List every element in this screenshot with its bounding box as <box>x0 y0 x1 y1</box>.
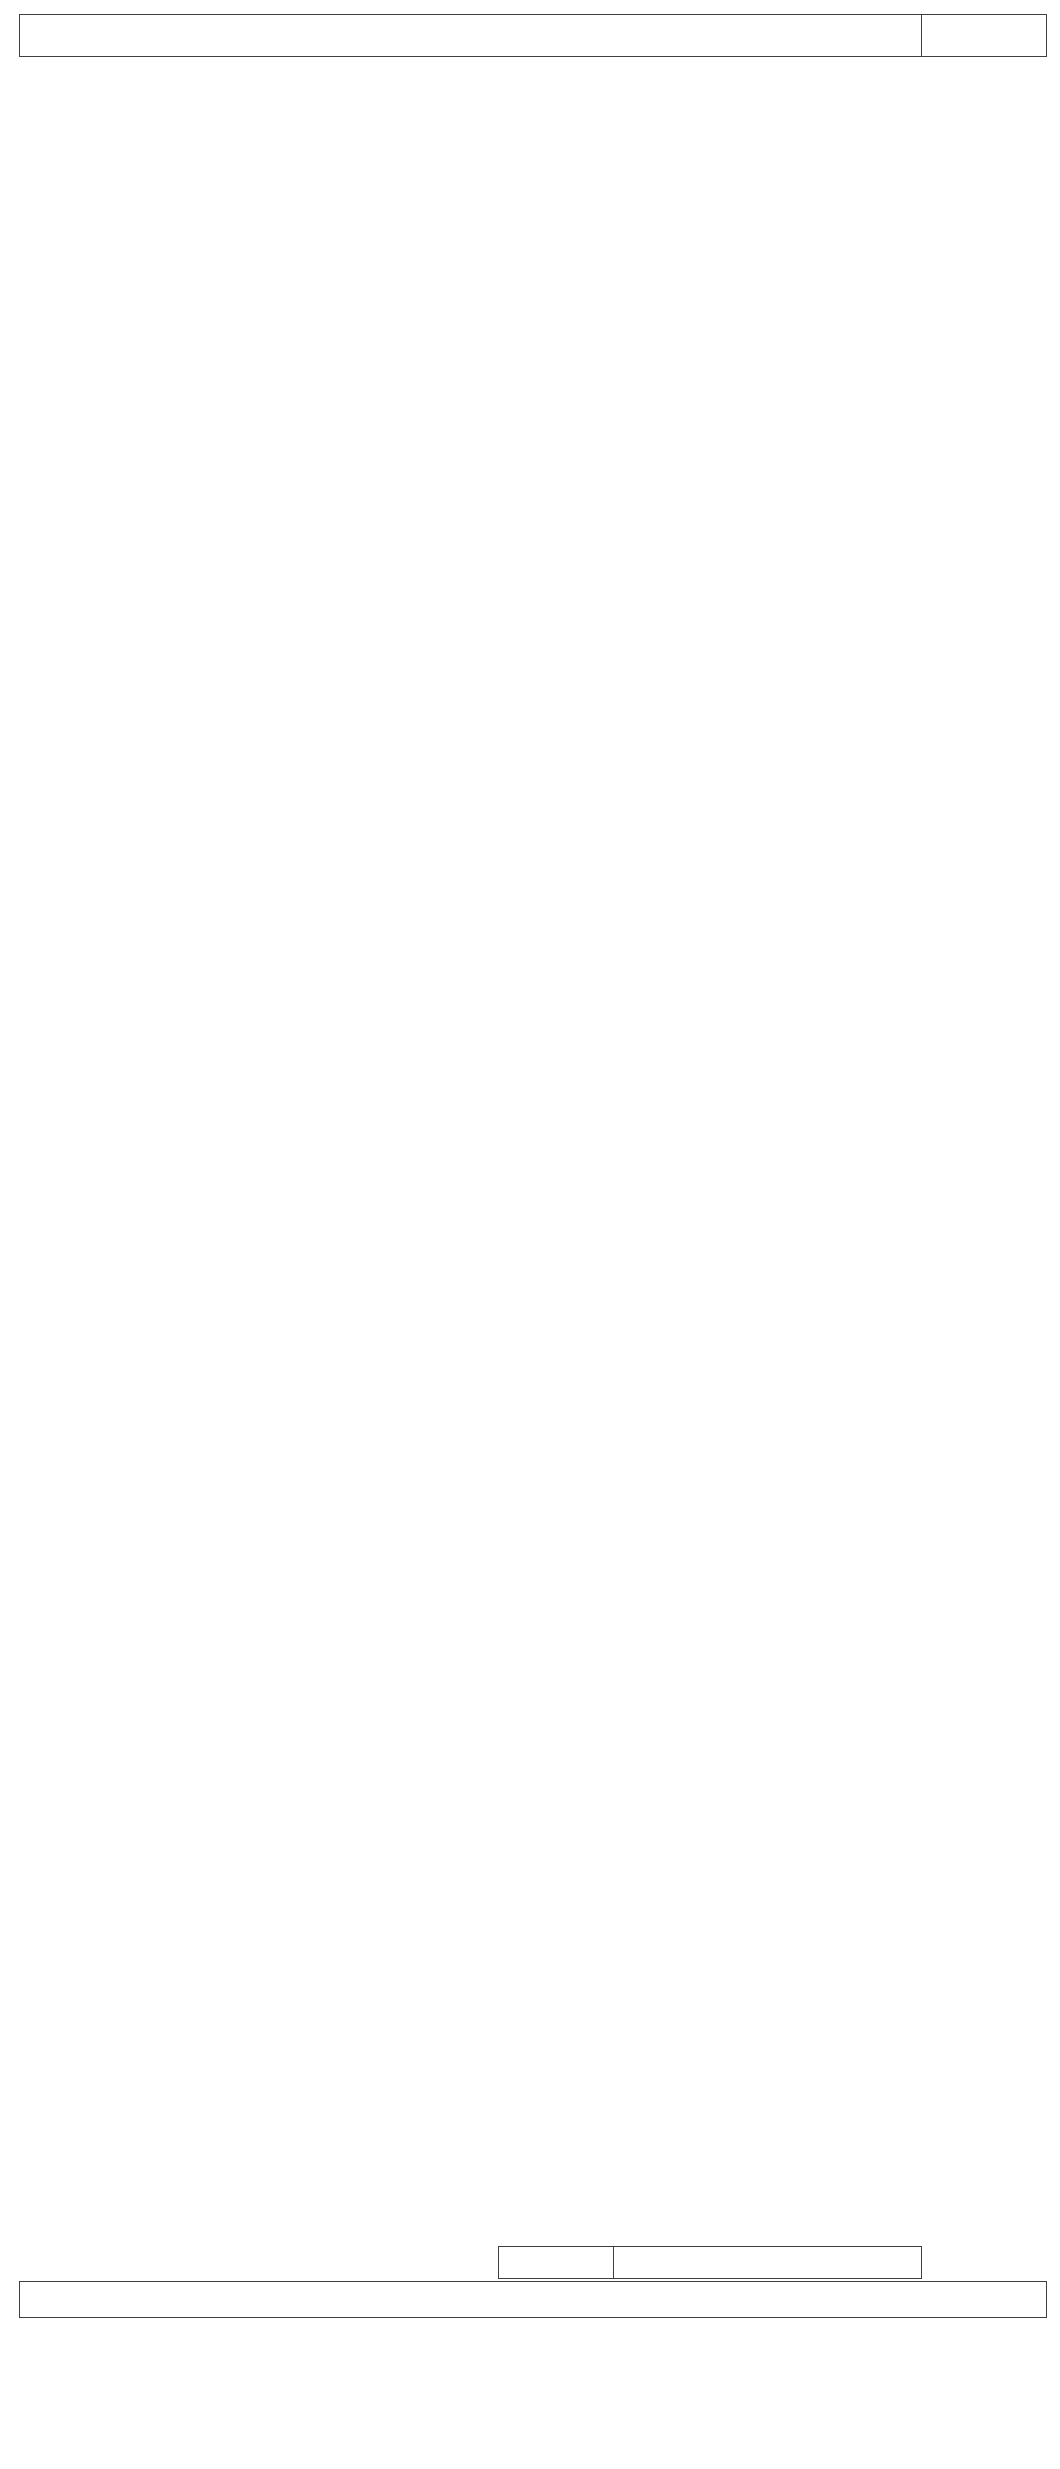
measuring-range-label-cell <box>498 2246 614 2279</box>
table-header-title <box>19 14 922 57</box>
selection-example-row <box>19 2281 1047 2318</box>
selection-example-label <box>901 2282 1041 2317</box>
measuring-range-value-cell <box>613 2246 922 2279</box>
table-header-remarks <box>921 14 1047 57</box>
